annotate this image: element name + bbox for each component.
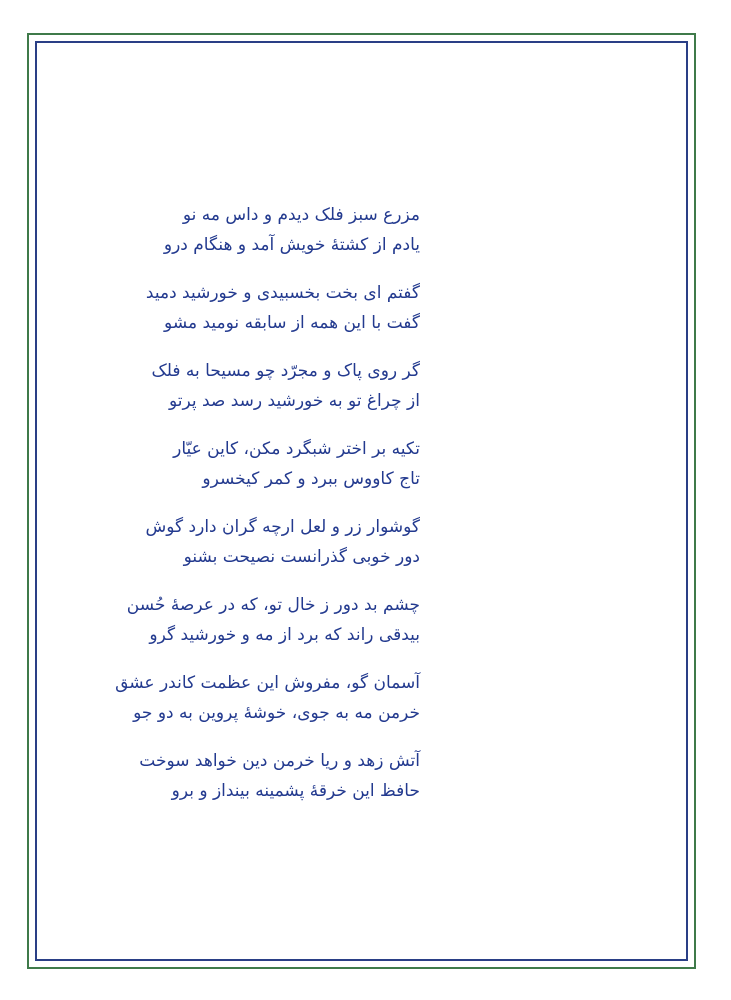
verse-line: دور خوبی گذرانست نصیحت بشنو xyxy=(183,547,420,567)
stanza xyxy=(80,668,420,728)
verse-line: آسمان گو، مفروش این عظمت کاندر عشق xyxy=(115,673,420,693)
verse-line: خرمن مه به جوی، خوشهٔ پروین به دو جو xyxy=(133,703,420,723)
verse-line: گفت با این همه از سابقه نومید مشو xyxy=(164,313,420,333)
verse-line: مزرع سبز فلک دیدم و داس مه نو xyxy=(182,205,420,225)
stanza xyxy=(80,746,420,806)
verse-line: گر روی پاک و مجرّد چو مسیحا به فلک xyxy=(151,361,420,381)
verse-line: تکیه بر اختر شبگرد مکن، کاین عیّار xyxy=(173,439,420,459)
stanza xyxy=(80,434,420,494)
verse-line: گوشوار زر و لعل ارچه گران دارد گوش xyxy=(145,517,420,537)
verse-line: حافظ این خرقهٔ پشمینه بینداز و برو xyxy=(171,781,420,801)
stanza xyxy=(80,590,420,650)
stanza xyxy=(80,512,420,572)
verse-line: گفتم ای بخت بخسبیدی و خورشید دمید xyxy=(145,283,420,303)
verse-line: بیدقی راند که برد از مه و خورشید گرو xyxy=(149,625,420,645)
verse-line: چشم بد دور ز خال تو، که در عرصهٔ حُسن xyxy=(126,595,420,615)
verse-line: یادم از کشتهٔ خویش آمد و هنگام درو xyxy=(163,235,420,255)
stanza xyxy=(80,278,420,338)
poem-body xyxy=(80,200,420,824)
stanza xyxy=(80,356,420,416)
verse-line: از چراغ تو به خورشید رسد صد پرتو xyxy=(168,391,420,411)
verse-line: تاج کاووس ببرد و کمر کیخسرو xyxy=(202,469,420,489)
stanza xyxy=(80,200,420,260)
verse-line: آتش زهد و ریا خرمن دین خواهد سوخت xyxy=(139,751,420,771)
